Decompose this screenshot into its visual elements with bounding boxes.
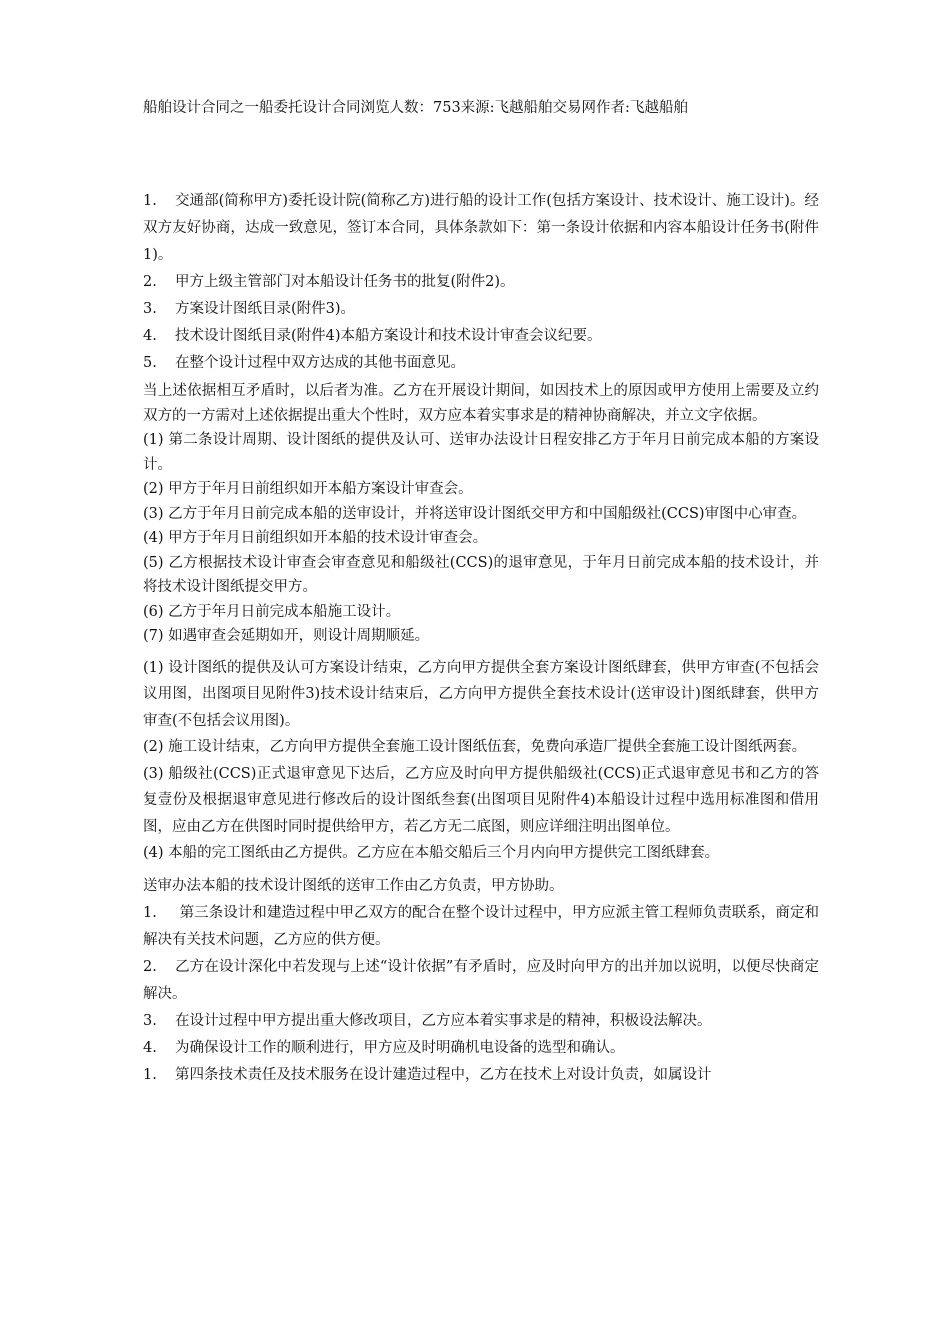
paragraph: 当上述依据相互矛盾时，以后者为准。乙方在开展设计期间，如因技术上的原因或甲方使用上需要及立约双方的一方需对上述依据提出重大个性时，双方应本着实事求是的精神协商解决，并立文字依据。 xyxy=(143,383,819,424)
list-item xyxy=(143,900,819,954)
list-text: 乙方在设计深化中若发现与上述“设计依据”有矛盾时，应及时向甲方的出并加以说明，以便尽快商定解决。 xyxy=(143,958,819,1002)
list-item xyxy=(143,954,819,1008)
list-text: 在整个设计过程中双方达成的其他书面意见。 xyxy=(175,355,465,371)
drawings-section xyxy=(143,655,819,867)
list-item xyxy=(143,1062,819,1089)
paragraph: (5) 乙方根据技术设计审查会审查意见和船级社(CCS)的退审意见，于年月日前完成本船的技术设计，并将技术设计图纸提交甲方。 xyxy=(143,554,819,595)
list-number: 4. xyxy=(143,328,157,344)
list-text: 交通部(简称甲方)委托设计院(简称乙方)进行船的设计工作(包括方案设计、技术设计、施工设计)。经双方友好协商，达成一致意见，签订本合同，具体条款如下：第一条设计依据和内容本船设计任务书(附件1)。 xyxy=(143,193,819,263)
list-item xyxy=(143,188,819,269)
paragraph: (4) 甲方于年月日前组织如开本船的技术设计审查会。 xyxy=(143,530,488,546)
paragraph: (7) 如遇审查会延期如开，则设计周期顺延。 xyxy=(143,628,430,644)
paragraph: (2) 甲方于年月日前组织如开本船方案设计审查会。 xyxy=(143,481,473,497)
list-item xyxy=(143,269,819,296)
list-number: 3. xyxy=(143,1012,157,1029)
document-header: 船舶设计合同之一船委托设计合同浏览人数：753来源:飞越船舶交易网作者:飞越船舶 xyxy=(143,100,688,116)
list-text: 技术设计图纸目录(附件4)本船方案设计和技术设计审查会议纪要。 xyxy=(175,328,602,344)
list-text: 甲方上级主管部门对本船设计任务书的批复(附件2)。 xyxy=(175,274,515,290)
list-item xyxy=(143,323,819,350)
paragraph: (3) 船级社(CCS)正式退审意见下达后，乙方应及时向甲方提供船级社(CCS)正式退审意见书和乙方的答复壹份及根据退审意见进行修改后的设计图纸叁套(出图项目见附件4)本船设计过程中选用标准图和借用图，应由乙方在供图时同时提供给甲方，若乙方无二底图，则应详细注明出图单位。 xyxy=(143,765,819,835)
list-item xyxy=(143,1008,819,1035)
cooperation-section xyxy=(143,873,819,1089)
list-item xyxy=(143,350,819,377)
basis-list xyxy=(143,188,819,377)
list-text: 方案设计图纸目录(附件3)。 xyxy=(175,301,356,317)
list-number: 1. xyxy=(143,1066,157,1083)
list-text: 为确保设计工作的顺利进行，甲方应及时明确机电设备的选型和确认。 xyxy=(175,1039,625,1056)
list-text: 在设计过程中甲方提出重大修改项目，乙方应本着实事求是的精神，积极设法解决。 xyxy=(175,1012,712,1029)
list-text: 第四条技术责任及技术服务在设计建造过程中，乙方在技术上对设计负责，如属设计 xyxy=(175,1066,712,1083)
list-text: 第三条设计和建造过程中甲乙双方的配合在整个设计过程中，甲方应派主管工程师负责联系，商定和解决有关技术问题，乙方应的供方便。 xyxy=(143,904,819,948)
paragraph: (2) 施工设计结束，乙方向甲方提供全套施工设计图纸伍套，免费向承造厂提供全套施工设计图纸两套。 xyxy=(143,739,807,755)
list-number: 5. xyxy=(143,355,157,371)
list-number: 1. xyxy=(143,193,157,209)
paragraph: 送审办法本船的技术设计图纸的送审工作由乙方负责，甲方协助。 xyxy=(143,877,564,894)
list-item xyxy=(143,296,819,323)
list-number: 4. xyxy=(143,1039,157,1056)
paragraph: (4) 本船的完工图纸由乙方提供。乙方应在本船交船后三个月内向甲方提供完工图纸肆套。 xyxy=(143,845,720,861)
list-number: 3. xyxy=(143,301,157,317)
list-number: 1. xyxy=(143,904,157,921)
paragraph: (1) 设计图纸的提供及认可方案设计结束，乙方向甲方提供全套方案设计图纸肆套，供甲方审查(不包括会议用图，出图项目见附件3)技术设计结束后，乙方向甲方提供全套技术设计(送审设计)图纸肆套，供甲方审查(不包括会议用图)。 xyxy=(143,659,819,729)
list-item xyxy=(143,1035,819,1062)
schedule-section xyxy=(143,379,819,649)
list-number: 2. xyxy=(143,958,157,975)
paragraph: (3) 乙方于年月日前完成本船的送审设计，并将送审设计图纸交甲方和中国船级社(CCS)审图中心审查。 xyxy=(143,505,807,522)
document-body xyxy=(143,188,819,1089)
paragraph: (1) 第二条设计周期、设计图纸的提供及认可、送审办法设计日程安排乙方于年月日前完成本船的方案设计。 xyxy=(143,432,819,473)
list-number: 2. xyxy=(143,274,157,290)
paragraph: (6) 乙方于年月日前完成本船施工设计。 xyxy=(143,603,401,620)
